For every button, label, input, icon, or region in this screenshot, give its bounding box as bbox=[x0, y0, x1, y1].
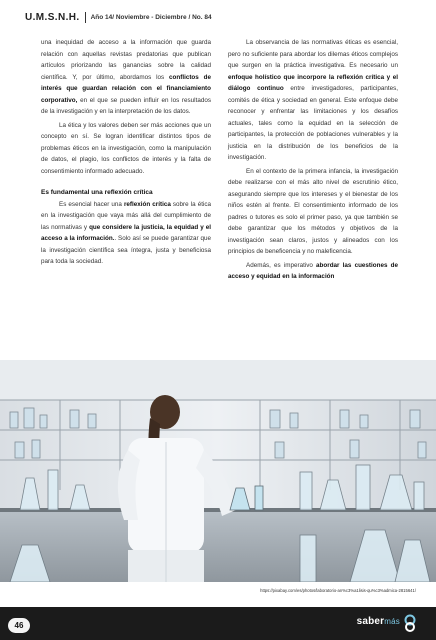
page-number: 46 bbox=[8, 618, 30, 633]
page-footer bbox=[0, 607, 436, 640]
logo-accent-text: más bbox=[384, 617, 400, 626]
sabermas-logo bbox=[357, 616, 400, 627]
right-paragraph-1: La observancia de las normativas éticas es esencial, pero no suficiente para abordar los dilemas éticos complejos que surgen en la práctica investigativa. Es necesario un enfoque holístico que incorpore la reflexión crítica y el diálogo continuo entre investigadores, participantes, comités de ética y sociedad en general. Este enfoque debe reconocer y enfrentar las limitaciones y los desafíos actuales, tales como la equidad en la selección de participantes, la protección de poblaciones vulnerables y la justicia en la distribución de los beneficios de la investigación. bbox=[228, 39, 398, 161]
left-paragraph-1: una inequidad de acceso a la información que guarda relación con aquellas revistas predatorias que publican artículos priorizando las ganancias sobre la calidad científica. Y, por último, abordamos los conflictos de interés que guardan relación con el financiamiento corporativo, en el que se pueden influir en los resultados de la investigación y en la interpretación de los datos. bbox=[41, 39, 211, 115]
section-heading: Es fundamental una reflexión crítica bbox=[41, 189, 153, 196]
page-header bbox=[25, 10, 416, 24]
logo-mark-icon bbox=[402, 614, 418, 632]
laboratory-photo bbox=[0, 360, 436, 582]
header-divider bbox=[85, 12, 86, 23]
right-paragraph-3: Además, es imperativo abordar las cuestiones de acceso y equidad en la información bbox=[228, 261, 398, 280]
left-paragraph-3: Es esencial hacer una reflexión crítica sobre la ética en la investigación que vaya más allá del cumplimiento de las normativas y que considere la justicia, la equidad y el acceso a la información.. Solo así se puede garantizar que la investigación científica sea íntegra, justa y beneficiosa para toda la sociedad. bbox=[41, 200, 211, 265]
photo-credit[interactable]: https://pixabay.com/es/photos/laboratorio-an%c3%a1lisis-qu%c3%admica-2815641/ bbox=[260, 588, 416, 593]
logo-main-text: saber bbox=[356, 616, 385, 627]
left-column bbox=[41, 37, 211, 268]
issue-info: Año 14/ Noviembre - Diciembre / No. 84 bbox=[90, 13, 212, 21]
left-paragraph-2: La ética y los valores deben ser más acciones que un concepto en sí. Se logran identificar distintos tipos de problemas éticos en la investigación, como la manipulación de datos, el plagio, los conflictos de interés y la falta de consentimiento informado adecuado. bbox=[41, 121, 211, 175]
laboratory-illustration bbox=[0, 360, 436, 582]
journal-brand: U.M.S.N.H. bbox=[25, 11, 80, 23]
right-paragraph-2: En el contexto de la primera infancia, la investigación debe realizarse con el más alto nivel de escrutinio ético, asegurando siempre que los intereses y el bienestar de los niños estén al frente. El consentimiento informado de los padres o tutores es solo el primer paso, ya que también se debe garantizar que los métodos y objetivos de la investigación sean claros, justos y alineados con los principios de beneficencia y no maleficencia. bbox=[228, 167, 398, 255]
right-column bbox=[228, 37, 398, 283]
